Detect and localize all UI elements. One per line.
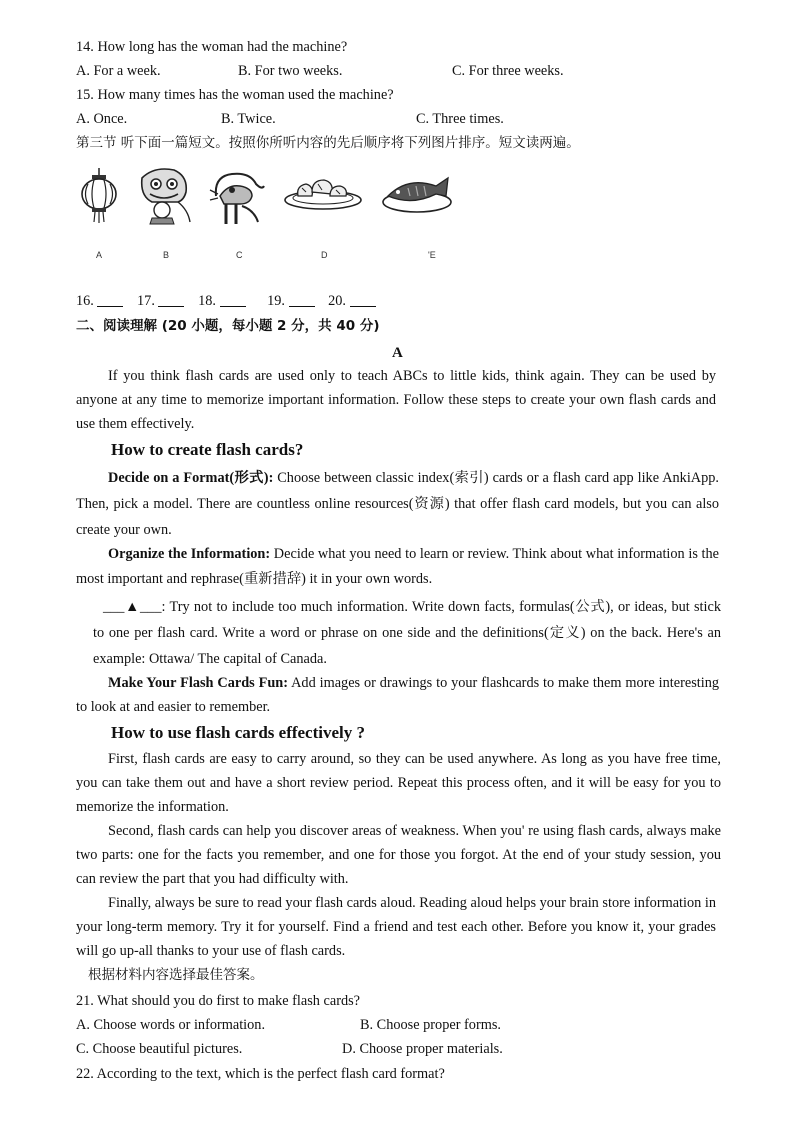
q21-option-b: B. Choose proper forms.: [360, 1017, 501, 1033]
picture-label-a: A: [96, 250, 103, 260]
format-text: Choose between classic index(索引) cards or a flash card app like AnkiApp. Then, pick a model. There are countless online resources(资源) that offer flash card models, but you can also create your own.: [76, 470, 719, 538]
lion-dance-picture: [134, 166, 194, 226]
blank-16[interactable]: [97, 294, 123, 307]
picture-label-d: D: [321, 250, 328, 260]
dumplings-plate-picture: [282, 166, 364, 216]
blank-20-label: 20.: [328, 293, 346, 309]
lantern-picture: [78, 166, 120, 226]
intro-paragraph: If you think flash cards are used only to teach ABCs to little kids, think again. They can be used by anyone at any time to memorize important information. Follow these steps to create your own flash cards and use them effectively.: [76, 368, 716, 432]
blank-19-label: 19.: [267, 293, 285, 309]
question-14: 14. How long has the woman had the machine?: [76, 39, 348, 55]
q15-option-c: C. Three times.: [416, 111, 504, 127]
blank-18[interactable]: [220, 294, 246, 307]
missing-heading-text: : Try not to include too much information. Write down facts, formulas(公式), or ideas, but stick to one per flash card. Write a word or phrase on one side and the definitions(定义) on the back. Here's an example: Ottawa/ The capital of Canada.: [93, 599, 721, 667]
missing-heading-blank: ___▲___: [103, 599, 162, 615]
picture-label-b: B: [163, 250, 170, 260]
q21-option-d: D. Choose proper materials.: [342, 1041, 503, 1057]
q14-option-c: C. For three weeks.: [452, 63, 564, 79]
reading-section-title: 二、阅读理解 (20 小题，每小题 2 分，共 40 分): [76, 318, 380, 334]
blank-20[interactable]: [350, 294, 376, 307]
blank-18-label: 18.: [198, 293, 216, 309]
fun-heading: Make Your Flash Cards Fun:: [108, 675, 288, 691]
section-3-instructions: 第三节 听下面一篇短文。按照你所听内容的先后顺序将下列图片排序。短文读两遍。: [76, 135, 580, 151]
paragraph-first: First, flash cards are easy to carry around, so they can be used anywhere. As long as you have free time, you can take them out and have a short review period. Repeat this process often, and it will be easy for you to memorize the information.: [76, 751, 721, 815]
paragraph-missing-heading: [93, 594, 721, 672]
fun-text: Add images or drawings to your flashcards to make them more interesting to look at and easier to remember.: [76, 675, 720, 715]
organize-text: Decide what you need to learn or review. Think about what information is the most important and rephrase(重新措辞) it in your own words.: [76, 546, 719, 587]
paragraph-second: Second, flash cards can help you discover areas of weakness. When you' re using flash cards, always make two parts: one for the facts you remember, and one for those you forgot. At the end of your study session, you can review the part that you had difficulty with.: [76, 823, 721, 887]
paragraph-finally: Finally, always be sure to read your flash cards aloud. Reading aloud helps your brain store information in your long-term memory. Try it for yourself. Find a friend and test each other. Before you know it, your grades will go up-all thanks to your use of flash cards.: [76, 895, 716, 959]
question-22: 22. According to the text, which is the perfect flash card format?: [76, 1066, 445, 1082]
picture-label-c: C: [236, 250, 243, 260]
q21-option-a: A. Choose words or information.: [76, 1017, 266, 1033]
question-21: 21. What should you do first to make flash cards?: [76, 993, 361, 1009]
organize-heading: Organize the Information:: [108, 546, 271, 562]
answer-blanks-row: [76, 292, 380, 310]
q15-option-b: B. Twice.: [221, 111, 276, 127]
blank-17[interactable]: [158, 294, 184, 307]
q21-option-c: C. Choose beautiful pictures.: [76, 1041, 243, 1057]
heading-use-flash-cards: How to use flash cards effectively ?: [111, 723, 366, 742]
blank-19[interactable]: [289, 294, 315, 307]
blank-17-label: 17.: [137, 293, 155, 309]
paragraph-format: [76, 465, 719, 543]
passage-letter: A: [392, 345, 403, 361]
heading-create-flash-cards: How to create flash cards?: [111, 440, 304, 459]
q14-option-b: B. For two weeks.: [238, 63, 343, 79]
instruction-line: 根据材料内容选择最佳答案。: [88, 967, 264, 983]
blank-16-label: 16.: [76, 293, 94, 309]
q14-option-a: A. For a week.: [76, 63, 161, 79]
paragraph-fun: [76, 671, 719, 719]
picture-label-e: 'E: [428, 250, 436, 260]
question-15: 15. How many times has the woman used the machine?: [76, 87, 394, 103]
dragon-dance-picture: [206, 166, 268, 228]
fish-dish-picture: [380, 166, 454, 218]
format-heading: Decide on a Format(形式):: [108, 470, 274, 486]
q15-option-a: A. Once.: [76, 111, 128, 127]
paragraph-organize: [76, 542, 719, 592]
